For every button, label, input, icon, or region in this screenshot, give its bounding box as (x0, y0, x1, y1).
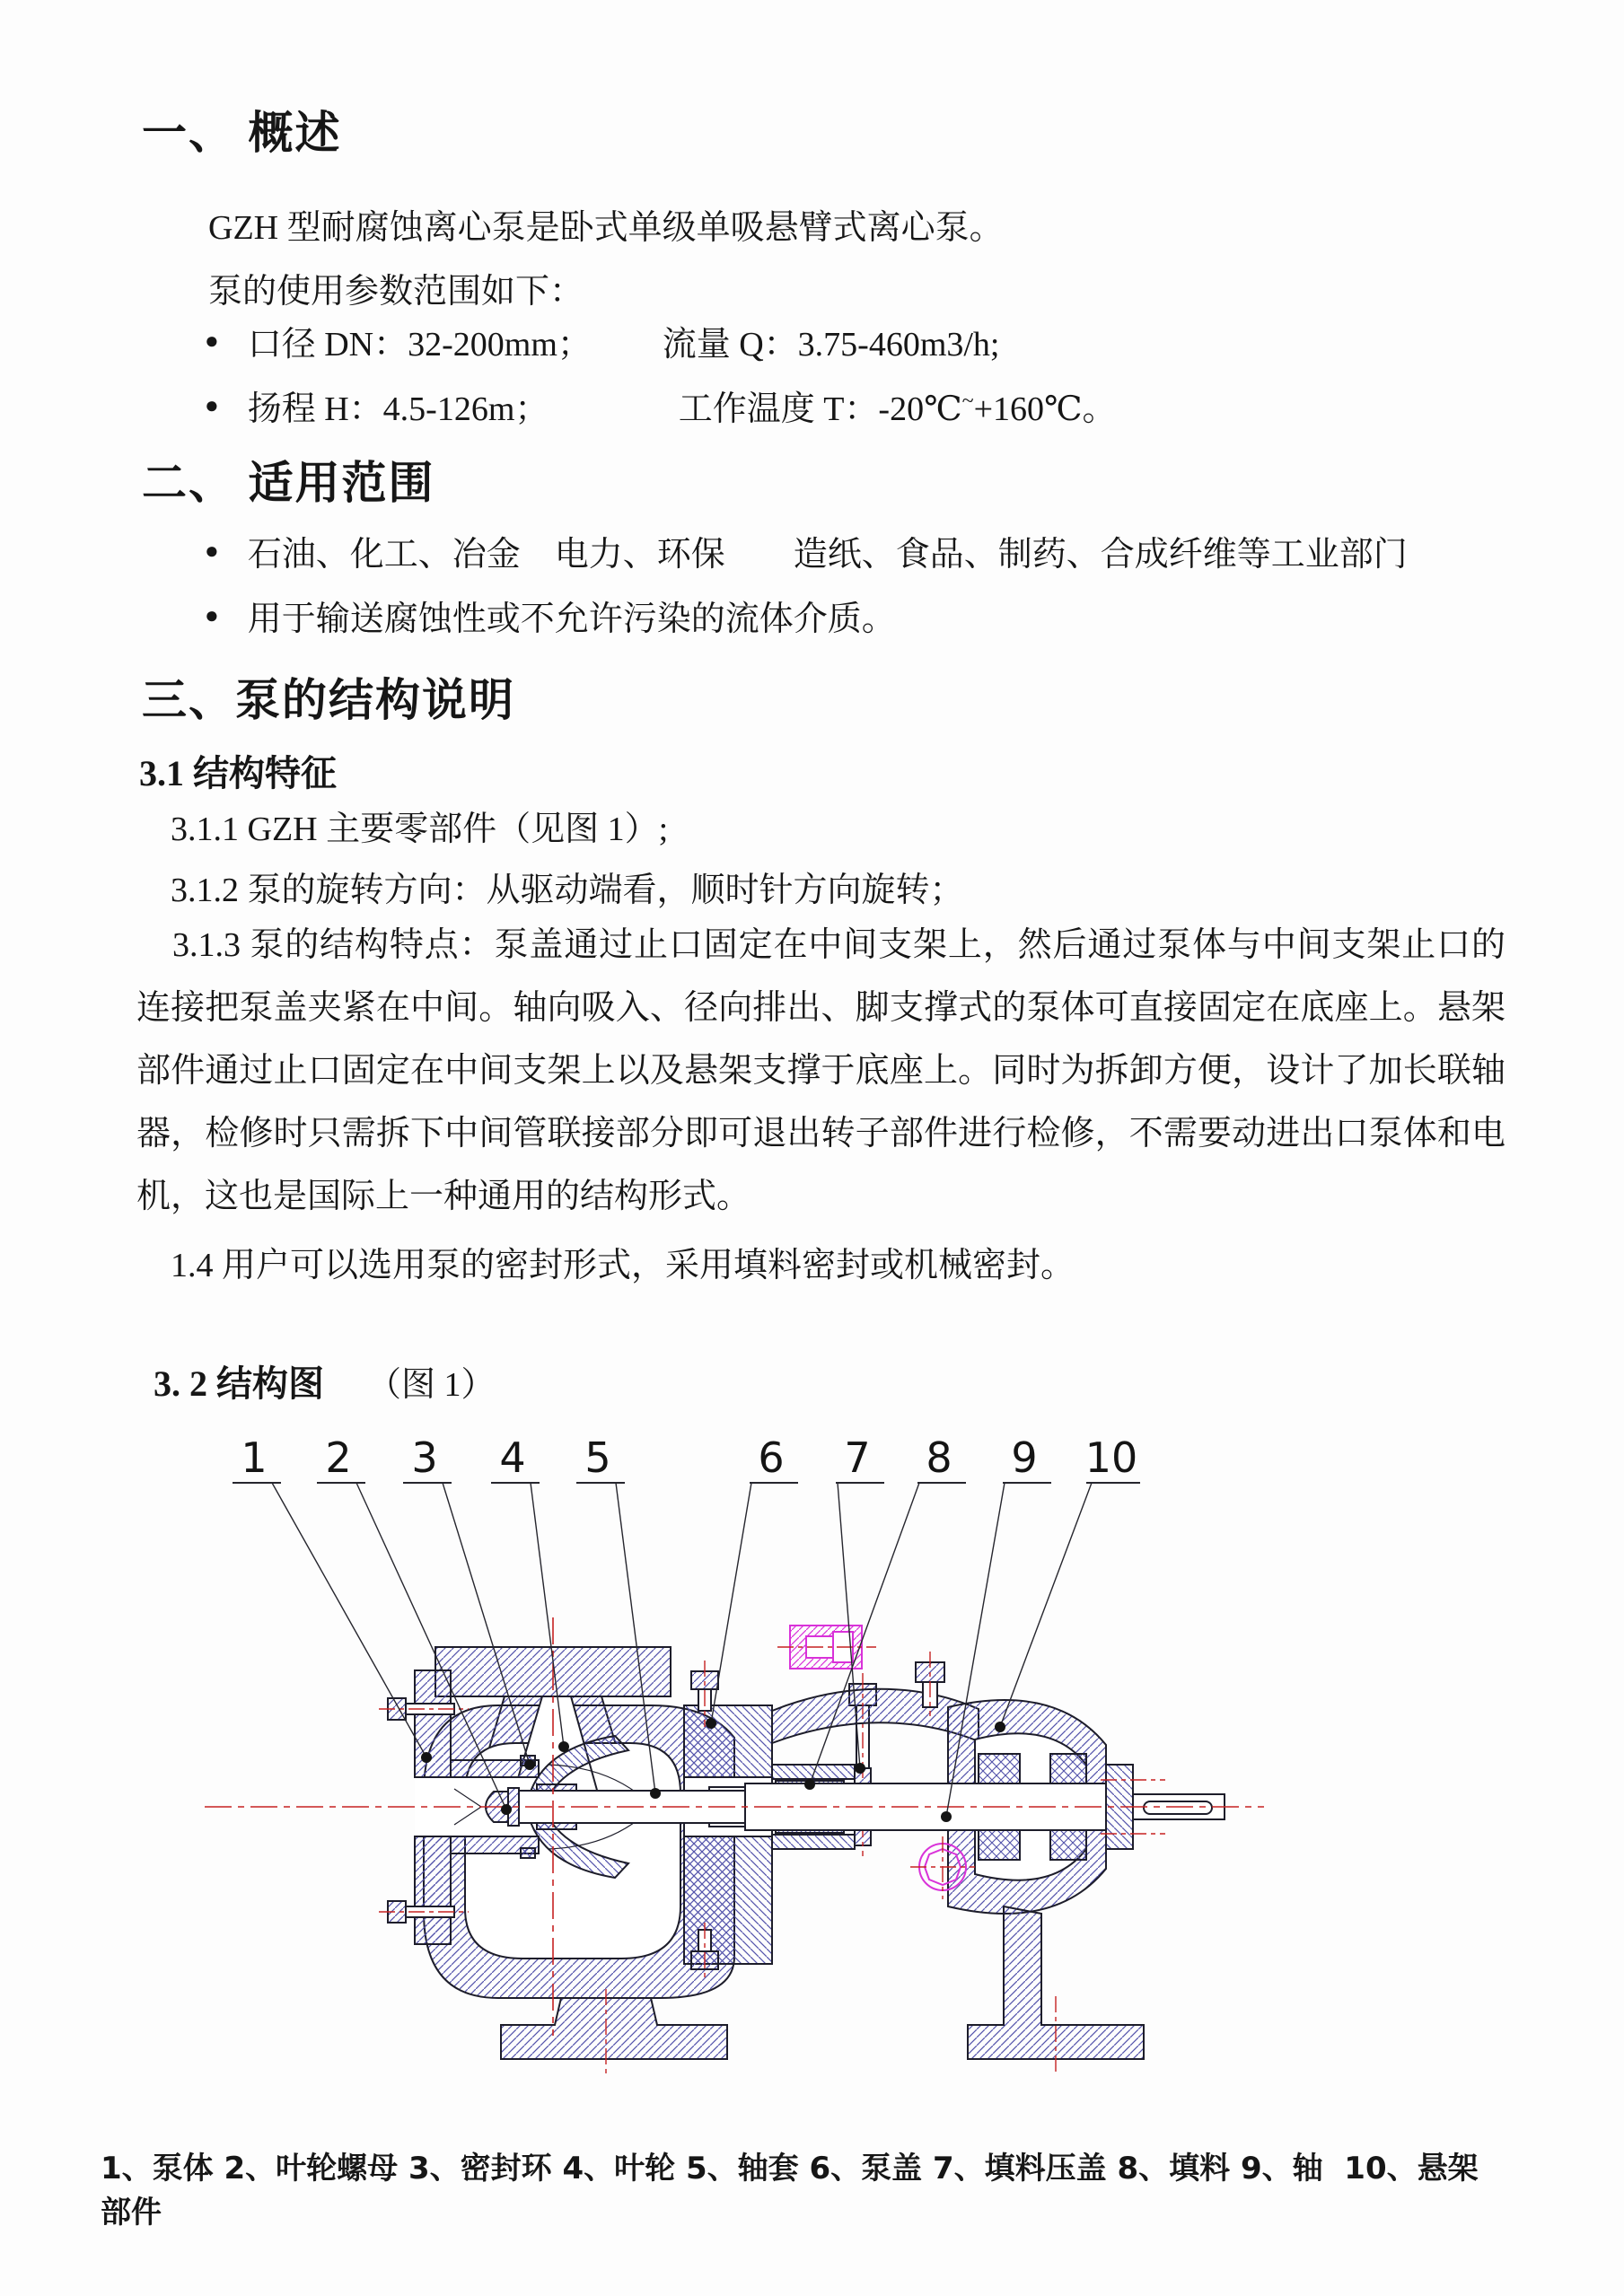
bullet-dot-icon: ● (205, 601, 219, 628)
heading-scope: 二、 适用范围 (142, 458, 435, 508)
bullet-temp-text: 工作温度 T：-20℃~+160℃。 (678, 390, 1117, 428)
bullet-dot-icon: ● (205, 537, 219, 564)
bullet-industries-text: 石油、化工、冶金 电力、环保 造纸、食品、制药、合成纤维等工业部门 (247, 536, 1408, 574)
bearing (1050, 1754, 1086, 1786)
bullet-media (205, 591, 896, 640)
part-label-10: 10 (1084, 1433, 1138, 1482)
tilde-superscript: ~ (961, 390, 974, 413)
pump-structure-figure (153, 1407, 1293, 2090)
bullet-media-text: 用于输送腐蚀性或不允许污染的流体介质。 (247, 600, 896, 638)
heading-overview: 一、 概述 (142, 108, 342, 158)
part-label-2: 2 (325, 1433, 352, 1482)
paragraph-intro: GZH 型耐腐蚀离心泵是卧式单级单吸悬臂式离心泵。 (208, 209, 1004, 247)
paragraph-313: 3.1.3 泵的结构特点：泵盖通过止口固定在中间支架上，然后通过泵体与中间支架止口的连接把泵盖夹紧在中间。轴向吸入、径向排出、脚支撑式的泵体可直接固定在底座上。悬架部件通过止口固定在中间支架上以及悬架支撑于底座上。同时为拆卸方便，设计了加长联轴器，检修时只需拆下中间管联接部分即可退出转子部件进行检修，不需要动进出口泵体和电机，这也是国际上一种通用的结构形式。 (136, 926, 1505, 1215)
part-label-6: 6 (758, 1433, 785, 1482)
paragraph-312: 3.1.2 泵的旋转方向：从驱动端看，顺时针方向旋转； (171, 872, 964, 909)
highlighted-gland-part (777, 1626, 876, 1669)
part-label-9: 9 (1011, 1433, 1038, 1482)
figure-heading-ref: （图 1） (367, 1366, 496, 1404)
bullet-dot-icon: ● (205, 327, 219, 354)
part-label-8: 8 (926, 1433, 952, 1482)
subheading-structure-features: 3.1 结构特征 (139, 753, 337, 793)
part-label-5: 5 (584, 1433, 611, 1482)
bearing-support-foot (968, 1906, 1144, 2075)
bullet-dot-icon: ● (205, 391, 219, 418)
part-label-1: 1 (241, 1433, 268, 1482)
bullet-head-text: 扬程 H：4.5-126m； (247, 390, 549, 428)
keyway (1144, 1801, 1212, 1814)
pump-cross-section-drawing (153, 1407, 1293, 2090)
pump-foot-base (501, 1989, 727, 2073)
bullet-head-temp (205, 381, 1117, 430)
seal-ring (521, 1848, 535, 1858)
bullet-diameter-flow (205, 316, 1000, 365)
figure-heading-number: 3. 2 结构图 (154, 1363, 324, 1404)
bullet-diameter-text: 口径 DN：32-200mm； (247, 326, 592, 364)
bearing (979, 1754, 1020, 1786)
paragraph-311: 3.1.1 GZH 主要零部件（见图 1）; (171, 811, 669, 848)
paragraph-14: 1.4 用户可以选用泵的密封形式，采用填料密封或机械密封。 (171, 1247, 1075, 1284)
figure-caption: 1、泵体 2、叶轮螺母 3、密封环 4、叶轮 5、轴套 6、泵盖 7、填料压盖 8、填料 9、轴 10、悬架部件 (101, 2151, 1479, 2230)
part-label-7: 7 (844, 1433, 871, 1482)
bullet-industries (205, 526, 1408, 575)
part-number-labels (233, 1433, 1140, 1483)
bullet-flow-text: 流量 Q：3.75-460m3/h; (662, 326, 1000, 364)
paragraph-params-lead: 泵的使用参数范围如下： (208, 273, 584, 311)
heading-structure: 三、泵的结构说明 (142, 675, 515, 725)
bearing (979, 1827, 1020, 1860)
part-label-4: 4 (499, 1433, 526, 1482)
part-label-3: 3 (411, 1433, 438, 1482)
bearing (1050, 1827, 1086, 1860)
